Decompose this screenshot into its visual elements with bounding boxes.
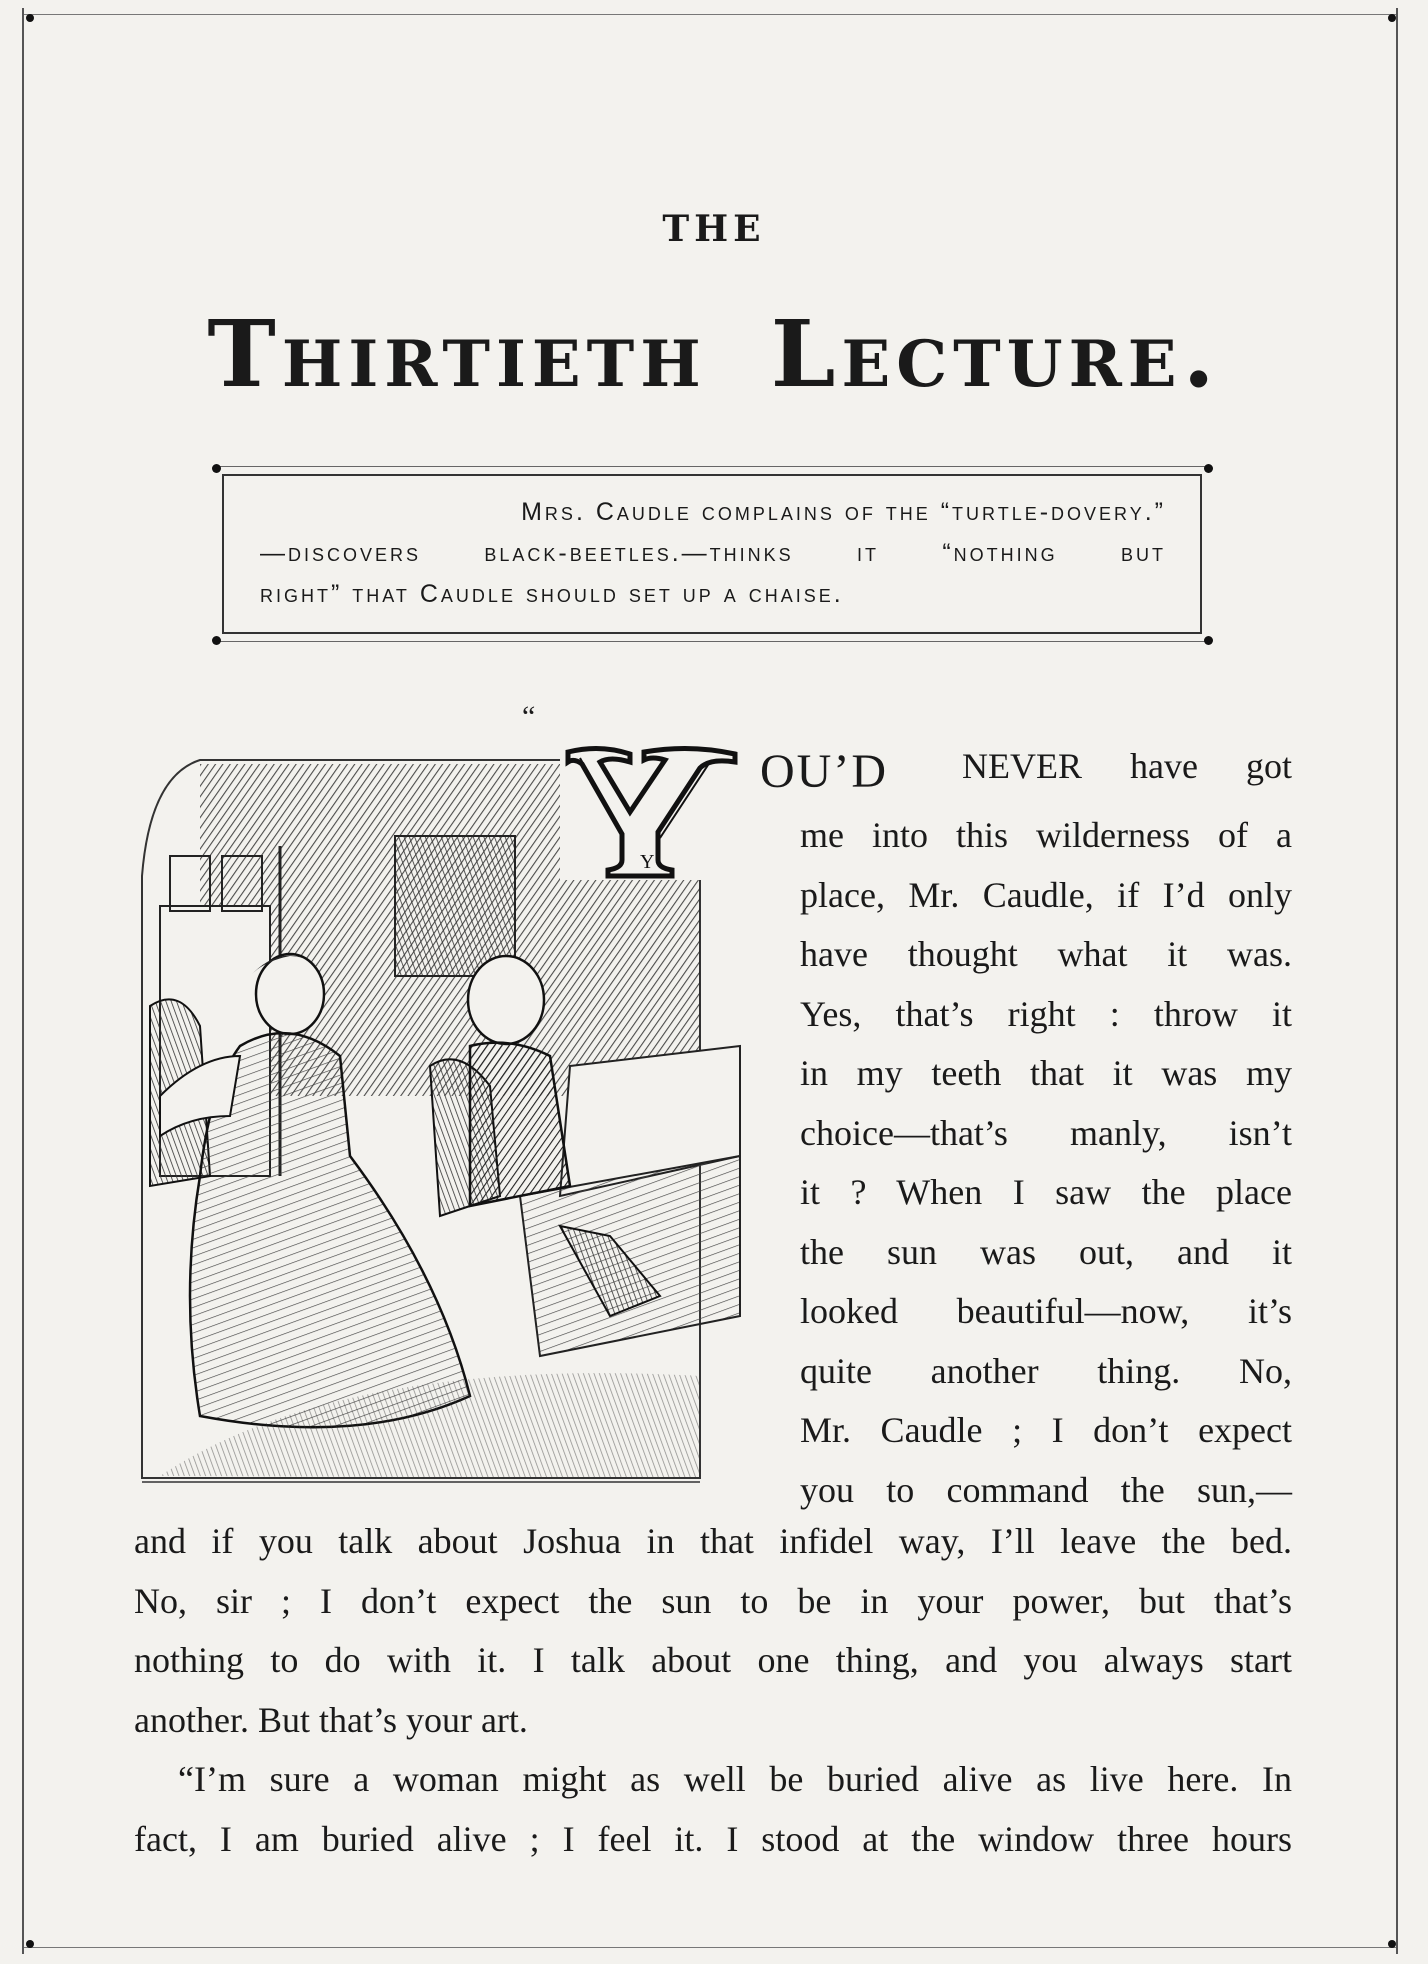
drop-cap — [560, 742, 750, 880]
text-line: the sun was out, and it — [800, 1231, 1292, 1272]
text-line: it ? When I saw the place — [800, 1172, 1292, 1212]
text-line: looked beautiful—now, it’s — [800, 1291, 1292, 1331]
synopsis-line: right” that Caudle should set up a chaise. — [260, 580, 844, 608]
text-line: you to command the sun,— — [800, 1469, 1292, 1510]
corner-ornament — [26, 14, 34, 22]
paragraph — [134, 1750, 1292, 1869]
text-line: fact, I am buried alive ; I feel it. I stood at the window three hours — [134, 1818, 1292, 1859]
text-line: in my teeth that it was my — [800, 1053, 1292, 1093]
corner-ornament — [1388, 1940, 1396, 1948]
wide-text-column — [134, 1512, 1292, 1750]
text-line: quite another thing. No, — [800, 1350, 1292, 1391]
box-ornament — [212, 464, 221, 473]
chapter-synopsis — [260, 492, 1166, 615]
title-word: Thirtieth — [207, 300, 707, 408]
corner-ornament — [26, 1940, 34, 1948]
drop-cap-continuation: OU’D — [760, 745, 888, 798]
text-line: “I’m sure a woman might as well be buried alive as live here. In — [178, 1759, 1292, 1799]
text-line: NEVER have got — [962, 746, 1292, 786]
page-title — [0, 300, 1428, 408]
synopsis-line: Mrs. Caudle complains of the “turtle-dovery.” — [521, 498, 1166, 526]
text-line: No, sir ; I don’t expect the sun to be in your power, but that’s — [134, 1580, 1292, 1621]
text-line: me into this wilderness of a — [800, 815, 1292, 855]
title-word: Lecture. — [770, 300, 1221, 408]
synopsis-line: —discovers black-beetles.—thinks it “nothing but — [260, 539, 1166, 567]
text-line: nothing to do with it. I talk about one thing, and you always start — [134, 1640, 1292, 1680]
box-ornament — [1204, 636, 1213, 645]
title-kicker: THE — [662, 208, 766, 250]
text-line: Mr. Caudle ; I don’t expect — [800, 1410, 1292, 1450]
opening-quote: “ — [522, 700, 536, 733]
text-line: Yes, that’s right : throw it — [800, 993, 1292, 1034]
drop-cap-letter: Y — [640, 851, 655, 873]
text-line: another. But that’s your art. — [134, 1699, 528, 1740]
text-line: have thought what it was. — [800, 934, 1292, 974]
box-ornament — [212, 636, 221, 645]
text-line: choice—that’s manly, isn’t — [800, 1112, 1292, 1153]
text-line: place, Mr. Caudle, if I’d only — [800, 874, 1292, 915]
corner-ornament — [1388, 14, 1396, 22]
box-ornament — [1204, 464, 1213, 473]
text-line: and if you talk about Joshua in that infidel way, I’ll leave the bed. — [134, 1521, 1292, 1561]
narrow-text-column — [800, 806, 1292, 1520]
